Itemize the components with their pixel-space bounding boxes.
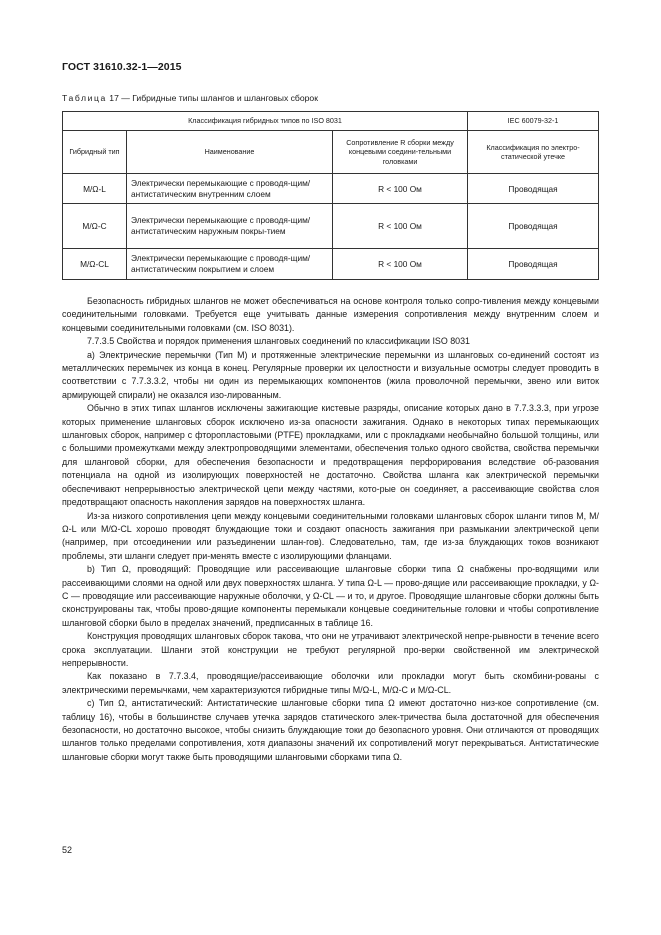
cell-name: Электрически перемыкающие с проводя-щим/антистатическим покрытием и слоем [127, 249, 333, 280]
paragraph-hybrid-combinations: Как показано в 7.7.3.4, проводящие/рассеивающие оболочки или прокладки могут быть скомбини-рованы с электрическими перемычками, чем характеризуются гибридные типы M/Ω-L, M/Ω-C и M/Ω-CL. [62, 671, 599, 695]
group-header-iec: IEC 60079-32-1 [468, 112, 599, 131]
table-caption-word: Таблица [62, 93, 107, 103]
cell-classification: Проводящая [468, 174, 599, 204]
table-caption [62, 93, 318, 103]
cell-type: M/Ω-C [63, 204, 127, 249]
paragraph-conductive-construction: Конструкция проводящих шланговых сборок такова, что они не утрачивают электрической непре-рывности в течение всего срока эксплуатации. Шланги этой конструкции не требуют регулярной про-верки свойственной им электрической непрерывности. [62, 631, 599, 668]
cell-classification: Проводящая [468, 249, 599, 280]
group-header-iso: Классификация гибридных типов по ISO 8031 [63, 112, 468, 131]
table-row [63, 174, 599, 204]
cell-type: M/Ω-CL [63, 249, 127, 280]
cell-resistance: R < 100 Ом [333, 174, 468, 204]
paragraph-hybrid-safety: Безопасность гибридных шлангов не может обеспечиваться на основе контроля только сопро-тивления между концевыми соединительными головками. Требуется еще учитывать данные измерения сопротивления между внутренним слоем и концевыми соединительными головками (см. ISO 8031). [62, 296, 599, 333]
table-column-header-row [63, 131, 599, 174]
paragraph-stray-currents: Из-за низкого сопротивления цепи между концевыми соединительными головками шланговых сборок шланги типов М, M/Ω-L или M/Ω-CL хорошо проводят блуждающие токи и создают опасность зажигания при размыкании электрической цепи (например, при отсоединении или разъединении шлан-гов). Следовательно, там, где из-за блуждающих токов возникают проблемы, эти шланги следует при-менять вместе с изолирующими фланцами. [62, 510, 599, 561]
table-caption-text: 17 — Гибридные типы шлангов и шланговых сборок [106, 93, 318, 103]
paragraph-brush-discharges: Обычно в этих типах шлангов исключены зажигающие кистевые разряды, описание которых дано в 7.7.3.3.3, при угрозе которых применение шланговых сборок исключено из-за опасности зажигания. Однако в некоторых типах перемыкающих шланговых сборок, например с фторопластовыми (PTFE) прокладками, или с прокладками необычайно большой толщины, или с большими промежутками между электропроводящими элементами, обеспечения только одного свойства, свойства перемычки для шланговой сборки, для обеспечения безопасности и предотвращения перфорирования вследствие об-разования потенциала на одной из изолирующих поверхностей не достаточно. Свойства шланга как электрической перемычки обеспечивают непрерывностью электрической цепи между частями, кото-рые он соединяет, а рассеивающие свойства слоя предотвращают опасность накопления зарядов на поверхностях шланга. [62, 403, 599, 508]
column-header-classification: Классификация по электро-статической утечке [468, 131, 599, 174]
cell-resistance: R < 100 Ом [333, 249, 468, 280]
table-group-header-row [63, 112, 599, 131]
section-heading-7-7-3-5: 7.7.3.5 Свойства и порядок применения шланговых соединений по классификации ISO 8031 [87, 336, 470, 347]
document-header: ГОСТ 31610.32-1—2015 [62, 61, 182, 73]
cell-resistance: R < 100 Ом [333, 204, 468, 249]
paragraph-type-omega-antistatic: с) Тип Ω, антистатический: Антистатические шланговые сборки типа Ω имеют достаточно низ-кое сопротивление (см. таблицу 16), чтобы в большинстве случаев утечка зарядов статического элек-тричества была достаточной для обеспечения безопасности, но достаточно высокое, чтобы снизить блуждающие токи до безопасного уровня. Они отличаются от проводящих шлангов только пределами сопротивления, хотя диапазоны значений их сопротивлений могут перекрываться. Антистатические шланговые сборки могут также быть проводящими шланговыми сборками типа Ω. [62, 698, 599, 762]
cell-name: Электрически перемыкающие с проводя-щим/антистатическим внутренним слоем [127, 174, 333, 204]
paragraph-type-m: а) Электрические перемычки (Тип М) и протяженные электрические перемычки из шланговых со-единений состоят из металлических перемычек из конца в конец. Регулярные проверки их целостности и визуальные осмотры следует проводить в соответствии с 7.7.3.3.2, чтобы ни один из перемыкающих компонентов (жила проволочной перемычки, звено или виток армирующей спирали) не оказался изо-лированным. [62, 349, 599, 400]
column-header-name: Наименование [127, 131, 333, 174]
table-row [63, 204, 599, 249]
hybrid-types-table [62, 111, 599, 280]
column-header-type: Гибридный тип [63, 131, 127, 174]
page-number: 52 [62, 845, 73, 855]
cell-type: M/Ω-L [63, 174, 127, 204]
paragraph-type-omega-conductive: b) Тип Ω, проводящий: Проводящие или рассеивающие шланговые сборки типа Ω снабжены про-водящими или рассеивающими слоями на одной или двух поверхностях шланга. У типа Ω-L — прово-дящие или рассеивающие прокладки, у Ω-С — проводящие или рассеивающие наружные оболочки, у Ω-CL — и то, и другое. Проводящие шланговые сборки должны быть сконструированы так, чтобы прово-дящие компоненты перемыкали концевые соединительные головки и чтобы сопротивление шланговой сборки было в пределах значений, предписанных в таблице 16. [62, 564, 599, 628]
cell-classification: Проводящая [468, 204, 599, 249]
table-row [63, 249, 599, 280]
cell-name: Электрически перемыкающие с проводя-щим/антистатическим наружным покры-тием [127, 204, 333, 249]
column-header-resistance: Сопротивление R сборки между концевыми соедини-тельными головками [333, 131, 468, 174]
body-text [62, 295, 599, 764]
